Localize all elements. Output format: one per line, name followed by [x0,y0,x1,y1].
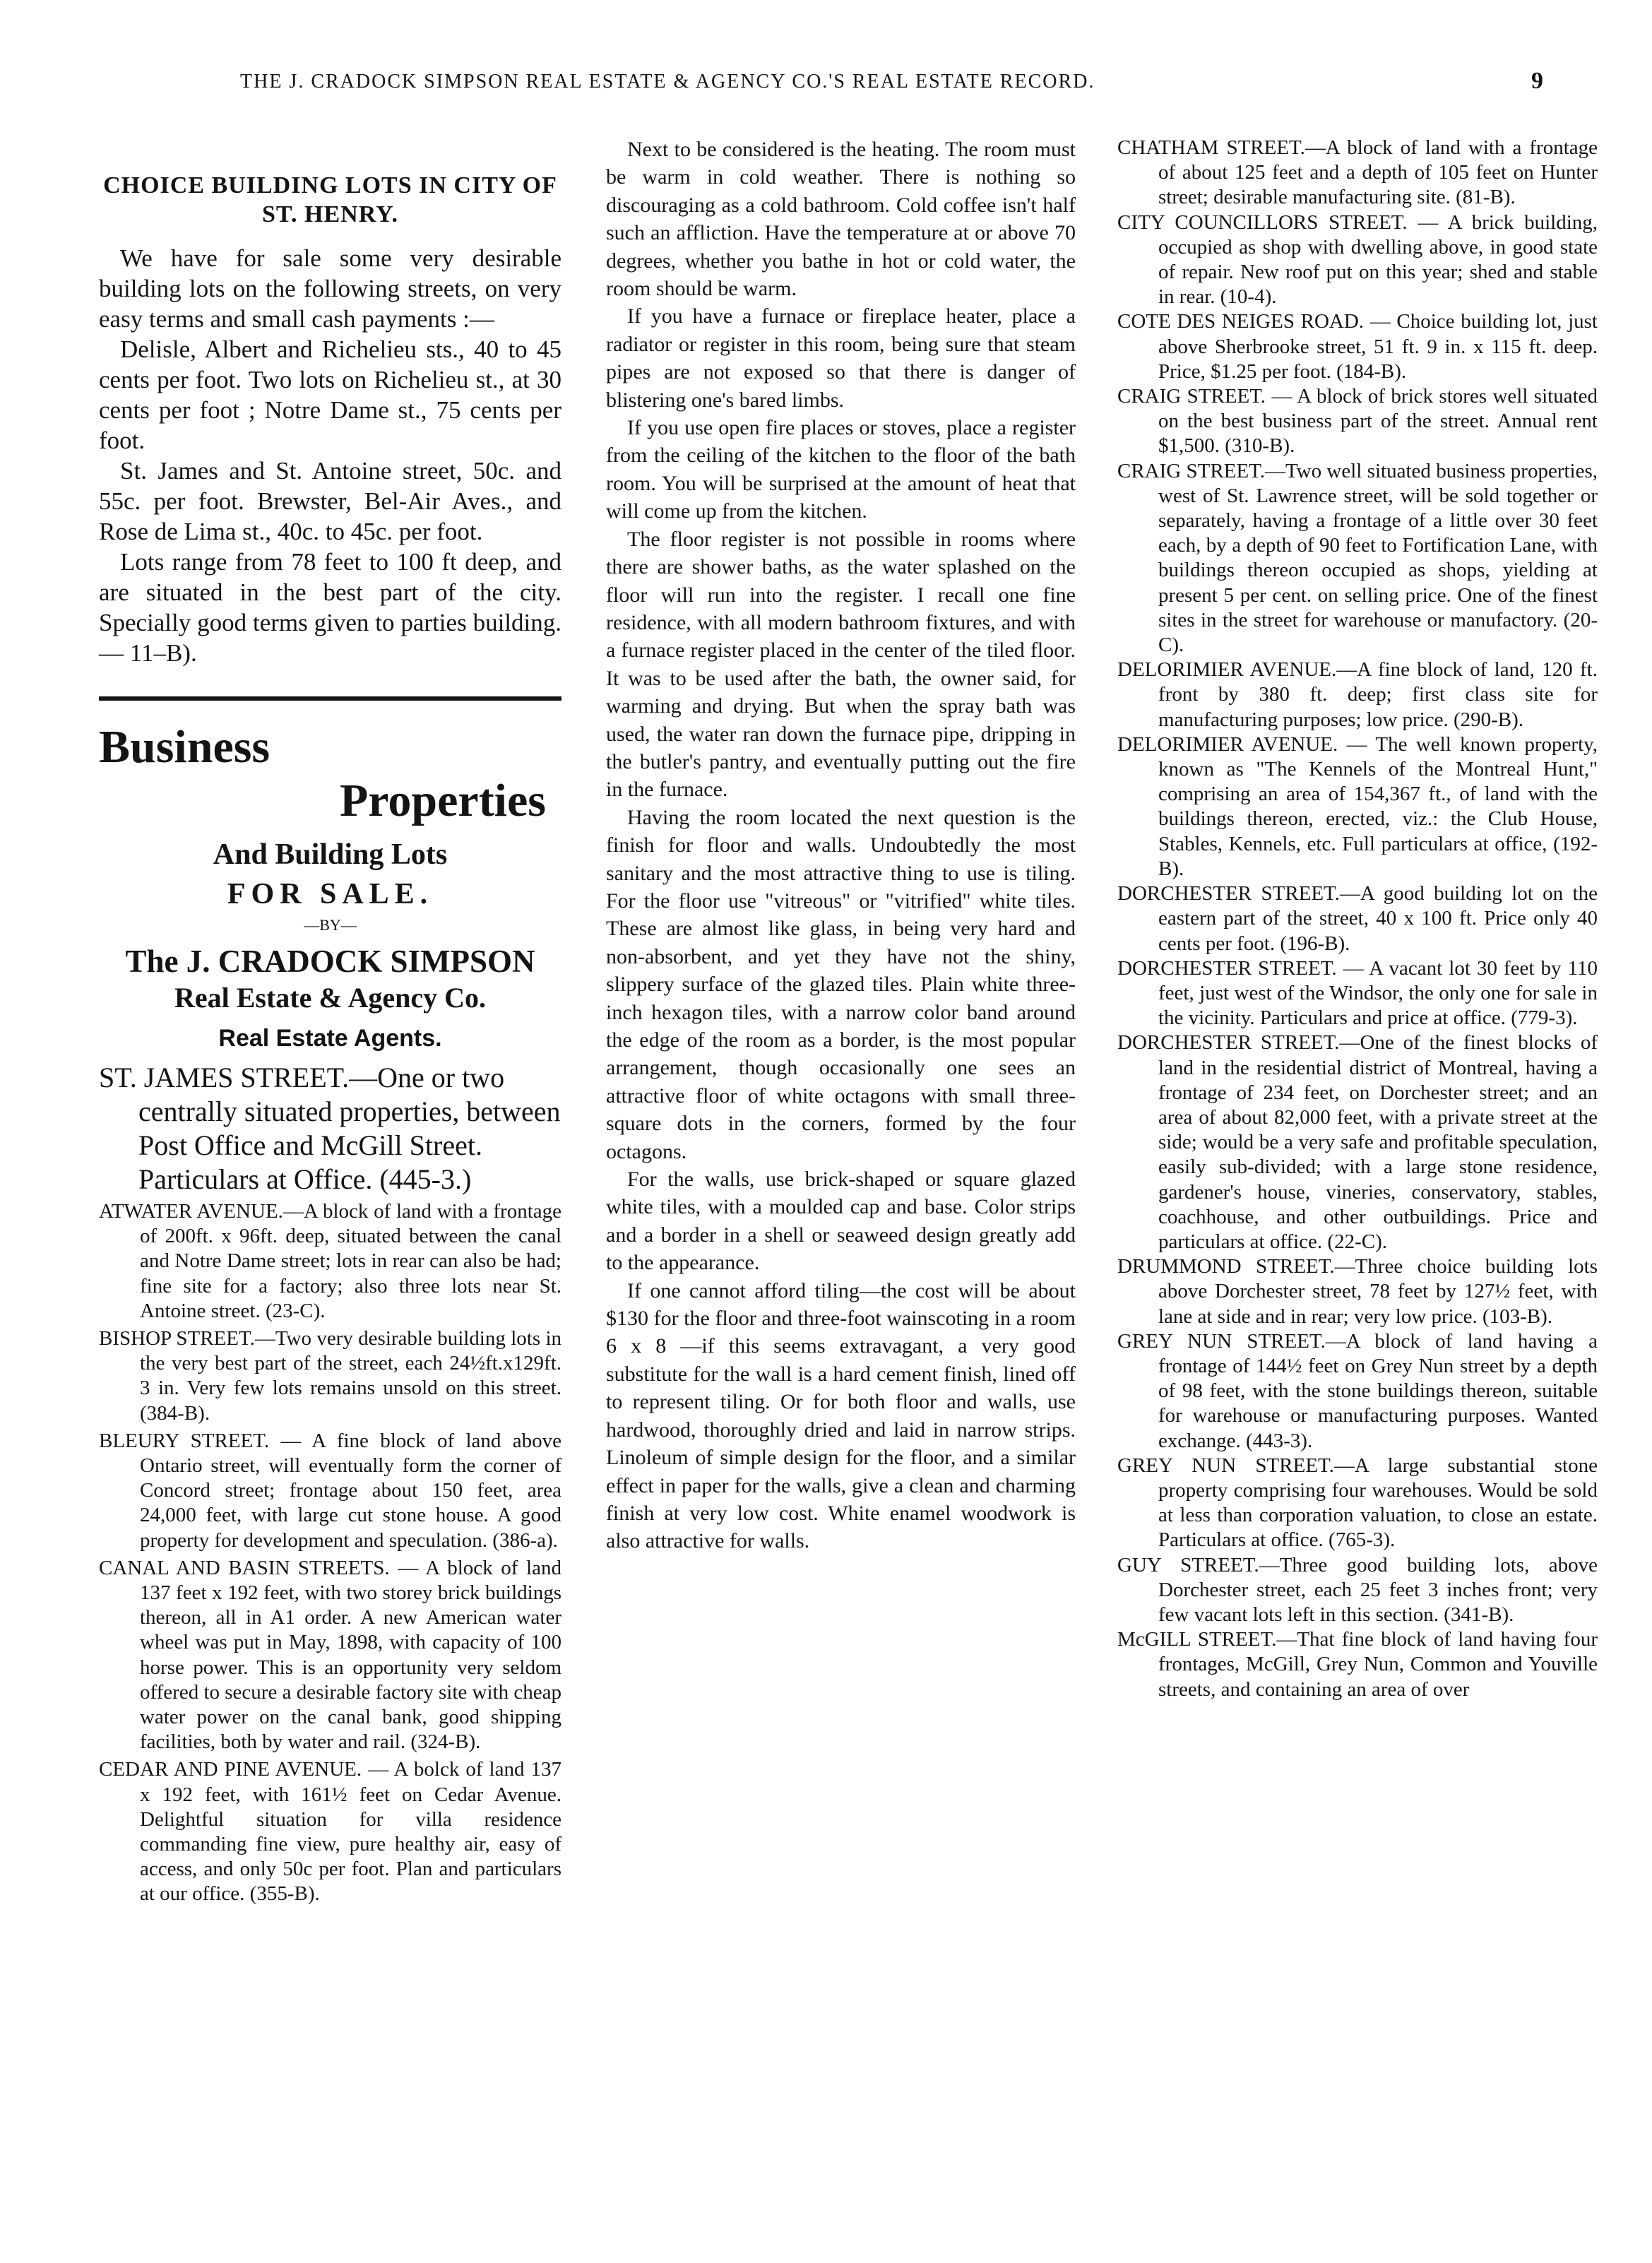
listing-text: —Three choice building lots above Dorchester street, 78 feet by 127½ feet, with lane at side and in rear; very low price. (103-B). [1158,1255,1598,1328]
listing-text: —A block of land having a frontage of 144½ feet on Grey Nun street by a depth of 98 feet, with the stone buildings thereon, suitable for warehouse or manufacturing purposes. Wanted exchange. (443-3). [1158,1329,1598,1452]
ad-subtitle: And Building Lots [213,838,448,871]
listing-name: ATWATER AVENUE. [99,1200,283,1223]
listing-name: BLEURY STREET. [99,1429,270,1452]
listing [1117,1329,1598,1454]
listing-text: —A good building lot on the eastern part of the street, 40 x 100 ft. Price only 40 cents per foot. (196-B). [1158,882,1598,955]
ad-title-properties: Properties [339,775,546,826]
listing [1117,136,1598,210]
listing [1117,309,1598,384]
listing-name: COTE DES NEIGES ROAD. [1117,310,1365,333]
column-left [99,162,561,1907]
paragraph: We have for sale some very desirable building lots on the following streets, on very easy terms and small cash payments :— [99,244,561,333]
listing-name: GREY NUN STREET. [1117,1454,1334,1477]
listing-name: DELORIMIER AVENUE. [1117,658,1337,682]
listing-name: DRUMMOND STREET. [1117,1255,1335,1278]
listing-text: — A brick building, occupied as shop with dwelling above, in good state of repair. New roof put on this year; shed and stable in rear. (10-4). [1158,210,1598,309]
paragraph: If one cannot afford tiling—the cost will be about $130 for the floor and three-foot wainscoting in a room 6 x 8 —if this seems extravagant, a very good substitute for the wall is a hard cement finish, lined off to represent tiling. Or for both floor and walls, use hardwood, thoroughly dried and laid in narrow strips. Linoleum of simple design for the floor, and a similar effect in paper for the walls, give a clean and charming finish at very low cost. White enamel woodwork is also attractive for walls. [606,1278,1076,1553]
listing-name: DELORIMIER AVENUE. [1117,732,1338,756]
listing-name: BISHOP STREET. [99,1327,255,1350]
listing-name: CRAIG STREET. [1117,385,1266,408]
listing-name: CHATHAM STREET. [1117,136,1305,159]
ad-for-sale: FOR SALE. [227,878,434,910]
listing-name: DORCHESTER STREET. [1117,956,1337,980]
listing-text: — Choice building lot, just above Sherbrooke street, 51 ft. 9 in. x 115 ft. deep. Price, $1.25 per foot. (184-B). [1158,310,1598,383]
paragraph: If you use open fire places or stoves, place a register from the ceiling of the kitchen to the floor of the bath room. You will be surprised at the amount of heat that will come up from the kitchen. [606,416,1076,523]
listing-text: — A fine block of land above Ontario street, will eventually form the corner of Concord street; frontage about 150 feet, area 24,000 feet, with large cut stone house. A good property for development and speculation. (386-a). [140,1429,562,1552]
st-henry-heading: CHOICE BUILDING LOTS IN CITY OF ST. HENRY. [103,172,557,227]
listing [1117,732,1598,881]
listing-text: —That fine block of land having four frontages, McGill, Grey Nun, Common and Youville streets, and containing an area of over [1158,1628,1598,1701]
listing-name: GUY STREET. [1117,1553,1259,1576]
listing-name: DORCHESTER STREET. [1117,882,1340,905]
listing [99,1429,561,1553]
listing-text: — A block of land 137 feet x 192 feet, with two storey brick buildings thereon, all in A1 order. A new American water wheel was put in May, 1898, with capacity of 100 horse power. This is an opportunity very seldom offered to secure a desirable factory site with cheap water power on the canal bank, good shipping facilities, both by water and rail. (324-B). [140,1556,561,1754]
paragraph: Lots range from 78 feet to 100 ft deep, and are situated in the best part of the city. Specially good terms given to parties building.— 11–B). [99,548,561,667]
ad-firm-name: The J. CRADOCK SIMPSON [125,944,535,979]
listing [1117,384,1598,459]
listing-name: DORCHESTER STREET. [1117,1031,1340,1055]
listing [99,1326,561,1426]
paragraph: For the walls, use brick-shaped or square glazed white tiles, with a moulded cap and base. Color strips and a border in a shell or seaweed design greatly add to the appearance. [606,1168,1076,1275]
paragraph: Next to be considered is the heating. The room must be warm in cold weather. There is nothing so discouraging as a cold bathroom. Cold coffee isn't half such an affliction. Have the temperature at or above 70 degrees, whether you bathe in hot or cold water, the room should be warm. [606,138,1076,301]
listing-text: —Two well situated business properties, west of St. Lawrence street, will be sold together or separately, having a frontage of a little over 30 feet each, by a depth of 90 feet to Fortification Lane, with buildings thereon occupied as shops, yielding at present 5 per cent. on selling price. One of the finest sites in the street for warehouse or manufactory. (20-C). [1158,459,1598,657]
listing-st-james [99,1061,561,1196]
ad-agents: Real Estate Agents. [218,1025,442,1052]
listing [1117,1254,1598,1329]
paragraph: The floor register is not possible in rooms where there are shower baths, as the water splashed on the floor will run into the register. I recall one fine residence, with all modern bathroom fixtures, and with a furnace register placed in the center of the tiled floor. It was to be used after the bath, the owner said, for warming and drying. But when the spray bath was used, the water ran down the furnace pipe, dripping in the butler's pantry, and eventually putting out the fire in the furnace. [606,527,1076,802]
listing-name: McGILL STREET. [1117,1628,1277,1651]
listing-text: — A vacant lot 30 feet by 110 feet, just west of the Windsor, the only one for sale in the vicinity. Particulars and price at office. (779-3). [1158,956,1598,1030]
listing [1117,1627,1598,1702]
ad-title-business: Business [99,721,271,773]
listing-name: GREY NUN STREET. [1117,1329,1326,1353]
section-divider [99,696,561,701]
listing-text: —A fine block of land, 120 ft. front by 380 ft. deep; first class site for manufacturing purposes; low price. (290-B). [1158,658,1598,731]
listing-name: CANAL AND BASIN STREETS. [99,1556,390,1579]
listing [99,1757,561,1906]
paragraph: Delisle, Albert and Richelieu sts., 40 to 45 cents per foot. Two lots on Richelieu st., at 30 cents per foot ; Notre Dame st., 75 cents per foot. [99,335,561,454]
paragraph: St. James and St. Antoine street, 50c. and 55c. per foot. Brewster, Bel-Air Aves., and Rose de Lima st., 40c. to 45c. per foot. [99,457,561,545]
listing-text: — A bolck of land 137 x 192 feet, with 161½ feet on Cedar Avenue. Delightful situation for villa residence commanding fine view, pure healthy air, easy of access, and only 50c per foot. Plan and particulars at our office. (355-B). [140,1758,561,1906]
listing-text: — The well known property, known as "The Kennels of the Montreal Hunt," comprising an area of 154,367 ft., of land with the buildings thereon, erected, viz.: the Club House, Stables, Kennels, etc. Full particulars at office, (192-B). [1158,732,1598,880]
listing-name: CRAIG STREET. [1117,459,1265,482]
listing [1117,1030,1598,1254]
listing-name: CITY COUNCILLORS STREET. [1117,210,1408,234]
listing-text: —Three good building lots, above Dorchester street, each 25 feet 3 inches front; very few vacant lots left in this section. (341-B). [1158,1553,1598,1626]
listing [1117,658,1598,732]
paragraph: If you have a furnace or fireplace heater, place a radiator or register in this room, being sure that steam pipes are not exposed so that there is danger of blistering one's bared limbs. [606,304,1076,412]
listing-text: —A block of land with a frontage of 200ft. x 96ft. deep, situated between the canal and Notre Dame street; lots in rear can also be had; fine site for a factory; also three lots near St. Antoine street. (23-C). [140,1200,562,1322]
listing-text: —One or two centrally situated properties, between Post Office and McGill Street. Particulars at Office. (445-3.) [138,1062,561,1195]
listing [1117,881,1598,956]
listing [99,1199,561,1324]
listing-name: CEDAR AND PINE AVENUE. [99,1758,362,1781]
listing [1117,459,1598,658]
listing-text: —A block of land with a frontage of about 125 feet and a depth of 105 feet on Hunter street; desirable manufacturing site. (81-B). [1158,136,1598,209]
listing-name: ST. JAMES STREET. [99,1062,350,1093]
listing [1117,1454,1598,1553]
ad-firm-type: Real Estate & Agency Co. [174,982,487,1014]
listing [1117,956,1598,1031]
listing-text: —Two very desirable building lots in the very best part of the street, each 24½ft.x129ft. 3 in. Very few lots remains unsold on this street. (384-B). [140,1327,561,1425]
listing [1117,210,1598,310]
listing [1117,1553,1598,1628]
column-right [1117,136,1598,1702]
paragraph: Having the room located the next question is the finish for floor and walls. Undoubtedly the most sanitary and the most attractive thing to use is tiling. For the floor use "vitreous" or "vitrified" white tiles. These are almost like glass, in being very hard and non-absorbent, and yet they have not the shiny, slippery surface of the glazed tiles. Plain white three-inch hexagon tiles, with a narrow color band around the edge of the room as a border, is the most popular arrangement, though occasionally one sees an attractive floor of white octagons with small three-square dots in the corners, formed by the four octagons. [606,805,1076,1163]
listing-text: —A large substantial stone property comprising four warehouses. Would be sold at less than corporation valuation, to close an estate. Particulars at office. (765-3). [1158,1454,1598,1552]
listing-text: — A block of brick stores well situated on the best business part of the street. Annual rent $1,500. (310-B). [1158,385,1598,458]
running-title: THE J. CRADOCK SIMPSON REAL ESTATE & AGENCY CO.'S REAL ESTATE RECORD. [240,71,1095,93]
ad-by: —BY— [304,916,357,934]
listing-text: —One of the finest blocks of land in the residential district of Montreal, having a frontage of 234 feet, on Dorchester street; and an area of about 82,000 feet, with a private street at the side; would be a very safe and profitable speculation, easily sub-divided; with a large stone residence, gardener's house, vineries, conservatory, stables, coachhouse, and other outbuildings. Price and particulars at office. (22-C). [1158,1031,1598,1253]
page-number: 9 [1531,68,1543,94]
listing [99,1556,561,1755]
column-middle [606,136,1076,1555]
